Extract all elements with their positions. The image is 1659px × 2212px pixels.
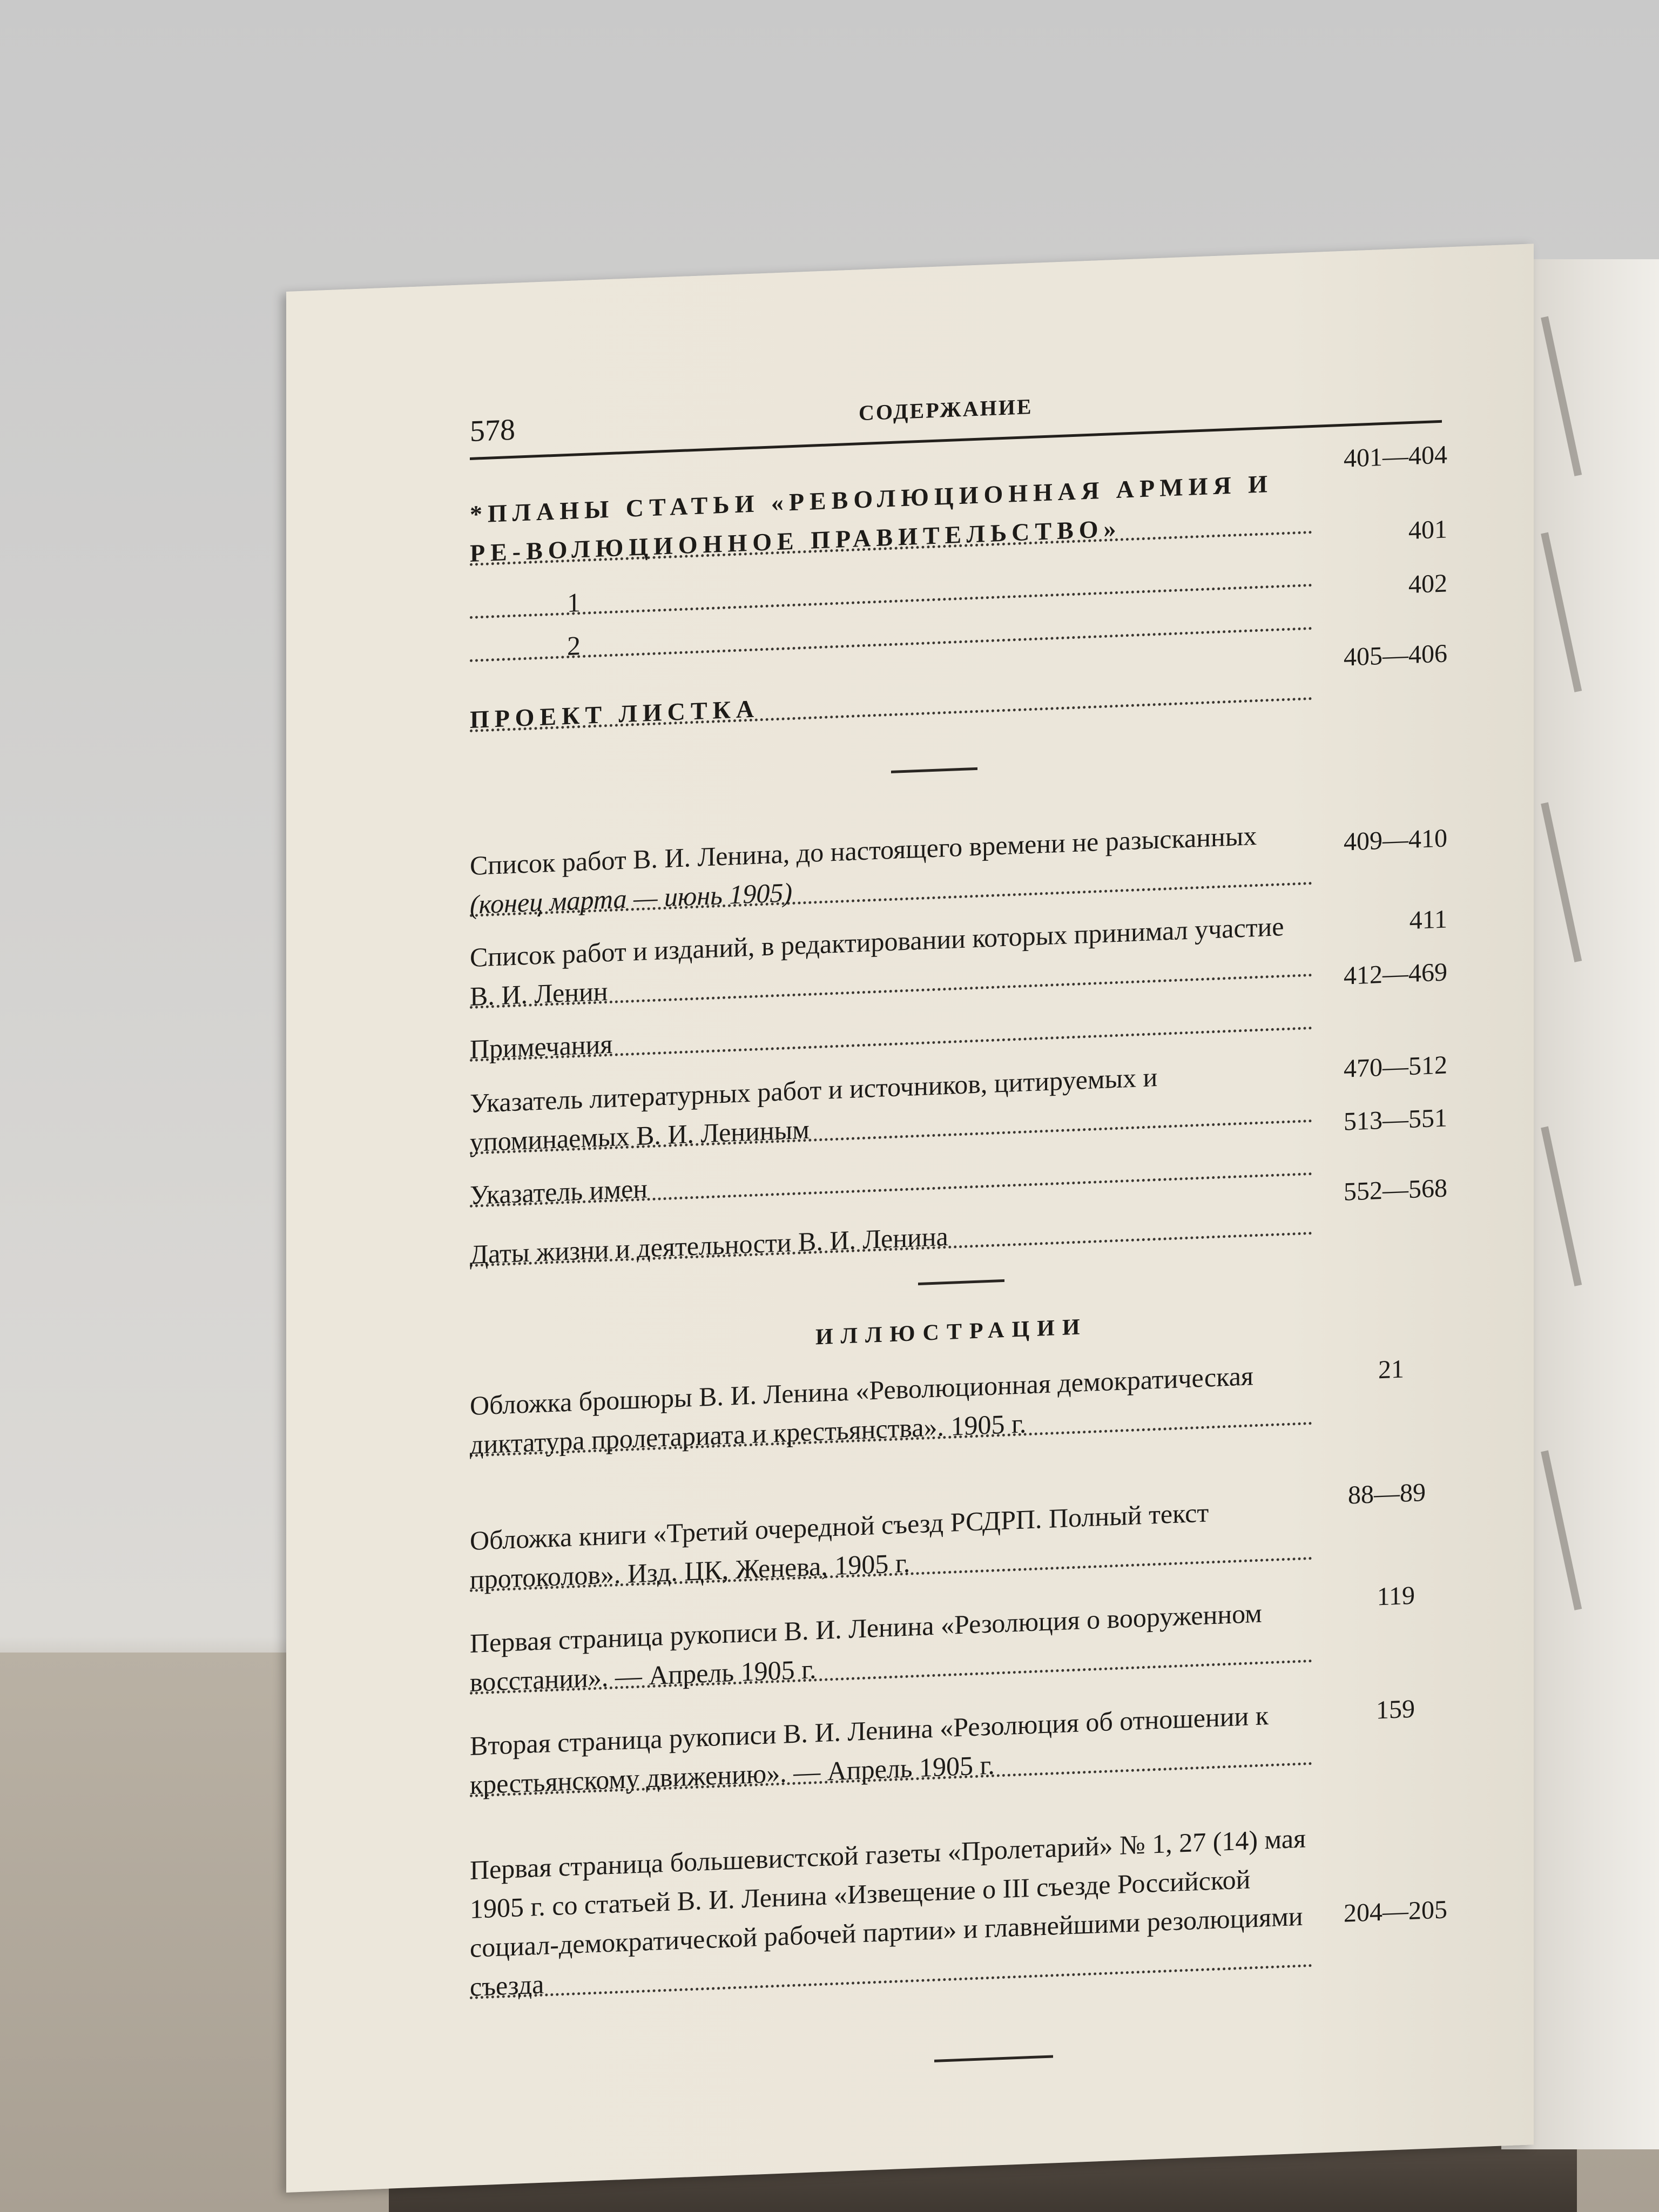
illustration-entry [470, 1813, 1447, 2002]
toc-entry-text: Примечания [470, 1028, 613, 1064]
toc-entry-text: 2 [567, 630, 581, 662]
illustration-entry [470, 1689, 1447, 1800]
toc-entry-pages: 412—469 [1344, 957, 1447, 990]
illustration-pages: 204—205 [1344, 1895, 1447, 1928]
illustration-text: Обложка брошюры В. И. Ленина «Революционная демократическая диктатура пролетариата и крестьянства». 1905 г. [470, 1360, 1253, 1460]
illustration-pages: 159 [1376, 1694, 1415, 1725]
page-number: 578 [470, 413, 515, 448]
toc-entry-pages: 411 [1409, 905, 1447, 935]
illustration-pages: 21 [1378, 1354, 1404, 1385]
illustration-text: Вторая страница рукописи В. И. Ленина «Резолюция об отношении к крестьянскому движению». — Апрель 1905 г. [470, 1700, 1269, 1800]
toc-entry-text: Даты жизни и деятельности В. И. Ленина [470, 1220, 948, 1270]
toc-entry-text: Указатель имен [470, 1173, 648, 1210]
page-header [470, 372, 1442, 460]
facing-page-text-ghost [1541, 1451, 1582, 1610]
facing-page-text-ghost [1541, 316, 1582, 476]
toc-entry-text: ПРОЕКТ ЛИСТКА [470, 694, 760, 733]
toc-entry [470, 639, 1447, 733]
illustration-pages: 119 [1377, 1581, 1415, 1611]
toc-entry-pages: 470—512 [1344, 1050, 1447, 1083]
toc-entry-text: *ПЛАНЫ СТАТЬИ «РЕВОЛЮЦИОННАЯ АРМИЯ И РЕ-ВОЛЮЦИОННОЕ ПРАВИТЕЛЬСТВО» [470, 469, 1273, 567]
toc-entry-text: Список работ и изданий, в редактировании которых принимал участие В. И. Ленин [470, 911, 1284, 1011]
toc-entry-text [470, 814, 1312, 924]
toc-entry-date-range: (конец марта — июнь 1905) [470, 877, 793, 920]
section-title: ИЛЛЮСТРАЦИИ [815, 1314, 1088, 1350]
toc-entry-pages: 401—404 [1344, 440, 1447, 473]
facing-page-text-ghost [1541, 1127, 1582, 1286]
illustration-text: Первая страница рукописи В. И. Ленина «Резолюция о вооруженном восстании». — Апрель 1905 г. [470, 1597, 1262, 1697]
toc-entry [470, 440, 1447, 567]
toc-entry-pages: 513—551 [1344, 1103, 1447, 1136]
facing-page-text-ghost [1541, 802, 1582, 962]
toc-entry-pages: 402 [1408, 569, 1447, 599]
running-title: СОДЕРЖАНИЕ [859, 394, 1033, 426]
toc-entry-pages: 409—410 [1344, 824, 1447, 857]
toc-entry-pages: 405—406 [1344, 639, 1447, 672]
section-divider [891, 767, 977, 773]
toc-entry-main-text: Список работ В. И. Ленина, до настоящего времени не разысканных [470, 820, 1257, 881]
illustration-text: Первая страница большевистской газеты «Пролетарий» № 1, 27 (14) мая 1905 г. со статьей В. И. Ленина «Извещение о III съезде Российской социал-демократической рабочей партии» и главнейшими резолюциями съезда [470, 1823, 1306, 2002]
illustration-pages: 88—89 [1348, 1478, 1426, 1510]
illustration-entry [470, 1478, 1447, 1595]
illustration-text: Обложка книги «Третий очередной съезд РСДРП. Полный текст протоколов». Изд. ЦК, Женева, 1905 г. [470, 1497, 1209, 1595]
book-page [286, 244, 1534, 2193]
toc-entry-text: Указатель литературных работ и источников, цитируемых и упоминаемых В. И. Лениным [470, 1062, 1158, 1157]
facing-page-text-ghost [1541, 532, 1582, 692]
section-divider [934, 2055, 1053, 2062]
toc-entry-pages: 401 [1408, 515, 1447, 545]
toc-entry-text: 1 [567, 587, 581, 618]
illustration-entry [470, 1581, 1447, 1697]
illustration-entry [470, 1348, 1447, 1460]
section-divider [918, 1279, 1004, 1285]
toc-entry-pages: 552—568 [1344, 1174, 1447, 1206]
